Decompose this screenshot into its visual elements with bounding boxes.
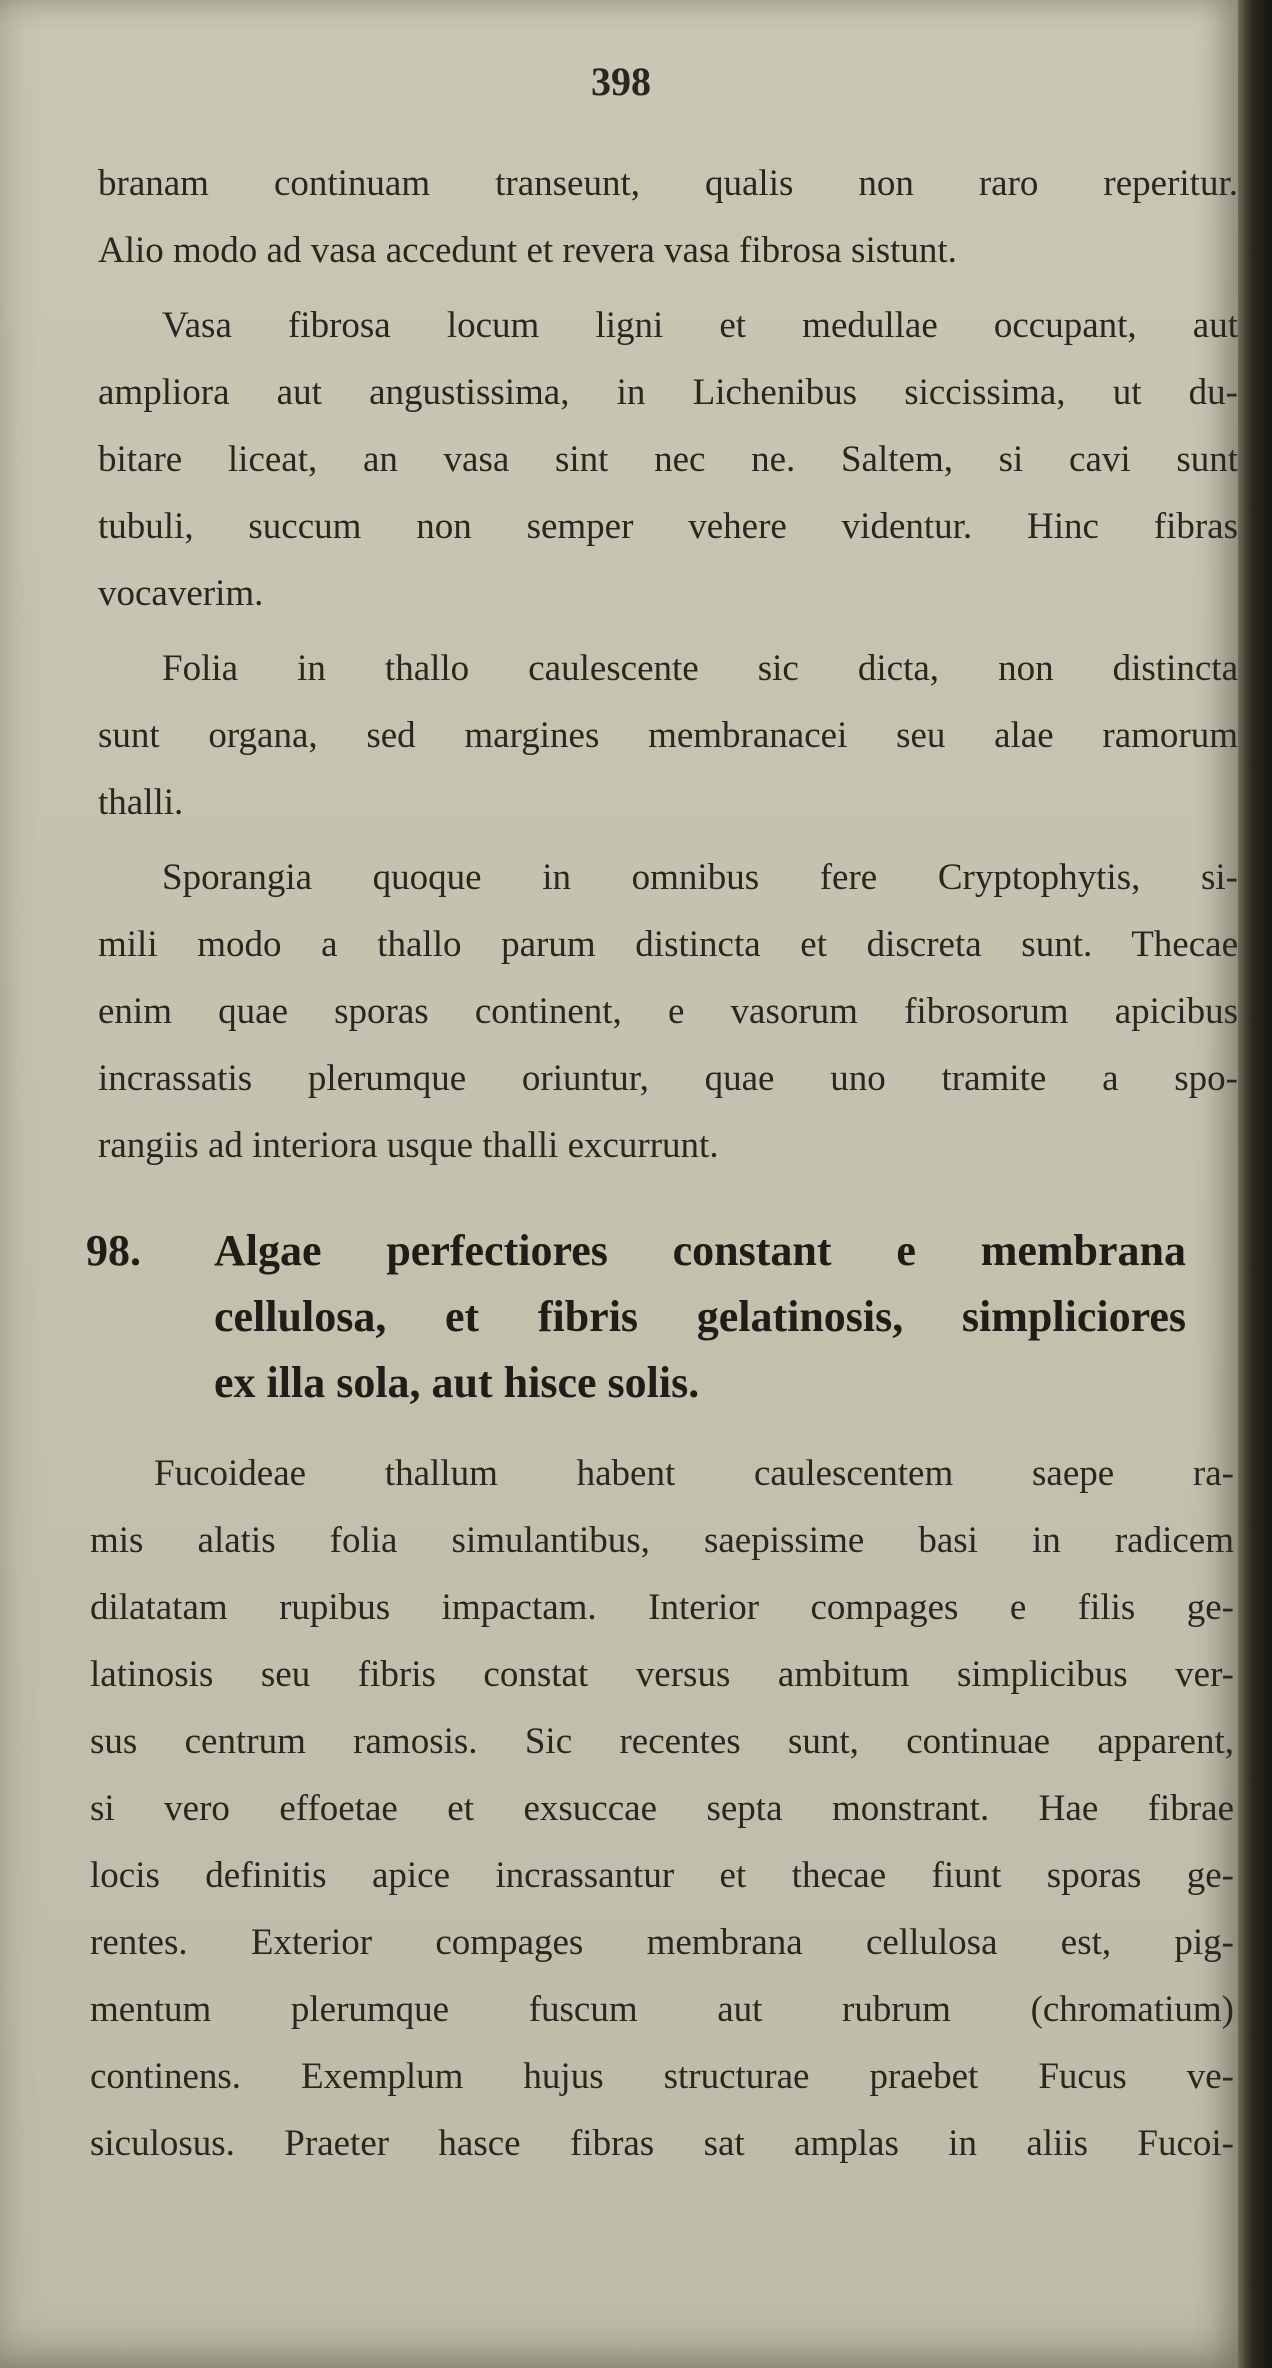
text-line: continens. Exemplum hujus structurae praebet Fucus ve- <box>90 2056 1234 2097</box>
section-heading <box>86 1218 1186 1416</box>
heading-line: cellulosa, et fibris gelatinosis, simpliciores <box>214 1292 1186 1341</box>
text-line: mentum plerumque fuscum aut rubrum (chromatium) <box>90 1989 1234 2030</box>
text-line: enim quae sporas continent, e vasorum fibrosorum apicibus <box>98 991 1238 1032</box>
paragraph-continuation <box>98 150 1238 284</box>
text-line: branam continuam transeunt, qualis non raro reperitur. <box>98 163 1238 204</box>
text-line: mili modo a thallo parum distincta et discreta sunt. Thecae <box>98 924 1238 965</box>
page-number: 398 <box>591 59 651 104</box>
paragraph-vasa-fibrosa <box>98 292 1238 627</box>
section-number: 98. <box>86 1226 141 1275</box>
text-line: vocaverim. <box>98 573 264 614</box>
text-line: Sporangia quoque in omnibus fere Cryptophytis, si- <box>162 857 1238 898</box>
heading-line: ex illa sola, aut hisce solis. <box>214 1358 700 1407</box>
text-line: si vero effoetae et exsuccae septa monstrant. Hae fibrae <box>90 1788 1234 1829</box>
paragraph-folia <box>98 635 1238 836</box>
text-block-top <box>98 150 1238 1179</box>
text-line: locis definitis apice incrassantur et thecae fiunt sporas ge- <box>90 1855 1234 1896</box>
text-line: sus centrum ramosis. Sic recentes sunt, continuae apparent, <box>90 1721 1234 1762</box>
text-line: Folia in thallo caulescente sic dicta, non distincta <box>162 648 1238 689</box>
page-edge-shadow <box>1238 0 1272 2368</box>
paragraph-fucoideae <box>90 1440 1234 2177</box>
text-line: rangiis ad interiora usque thalli excurrunt. <box>98 1125 719 1166</box>
text-line: Fucoideae thallum habent caulescentem saepe ra- <box>154 1453 1234 1494</box>
text-line: mis alatis folia simulantibus, saepissime basi in radicem <box>90 1520 1234 1561</box>
text-line: bitare liceat, an vasa sint nec ne. Saltem, si cavi sunt <box>98 439 1238 480</box>
text-line: latinosis seu fibris constat versus ambitum simplicibus ver- <box>90 1654 1234 1695</box>
text-line: rentes. Exterior compages membrana cellulosa est, pig- <box>90 1922 1234 1963</box>
text-line: siculosus. Praeter hasce fibras sat amplas in aliis Fucoi- <box>90 2123 1234 2164</box>
text-line: Vasa fibrosa locum ligni et medullae occupant, aut <box>162 305 1238 346</box>
text-block-bottom <box>90 1440 1234 2177</box>
text-line: dilatatam rupibus impactam. Interior compages e filis ge- <box>90 1587 1234 1628</box>
heading-line: Algae perfectiores constant e membrana <box>214 1226 1186 1275</box>
text-line: ampliora aut angustissima, in Lichenibus siccissima, ut du- <box>98 372 1238 413</box>
text-line: incrassatis plerumque oriuntur, quae uno tramite a spo- <box>98 1058 1238 1099</box>
text-line: sunt organa, sed margines membranacei seu alae ramorum <box>98 715 1238 756</box>
text-line: Alio modo ad vasa accedunt et revera vasa fibrosa sistunt. <box>98 230 957 271</box>
paragraph-sporangia <box>98 844 1238 1179</box>
text-line: thalli. <box>98 782 184 823</box>
text-line: tubuli, succum non semper vehere videntur. Hinc fibras <box>98 506 1238 547</box>
